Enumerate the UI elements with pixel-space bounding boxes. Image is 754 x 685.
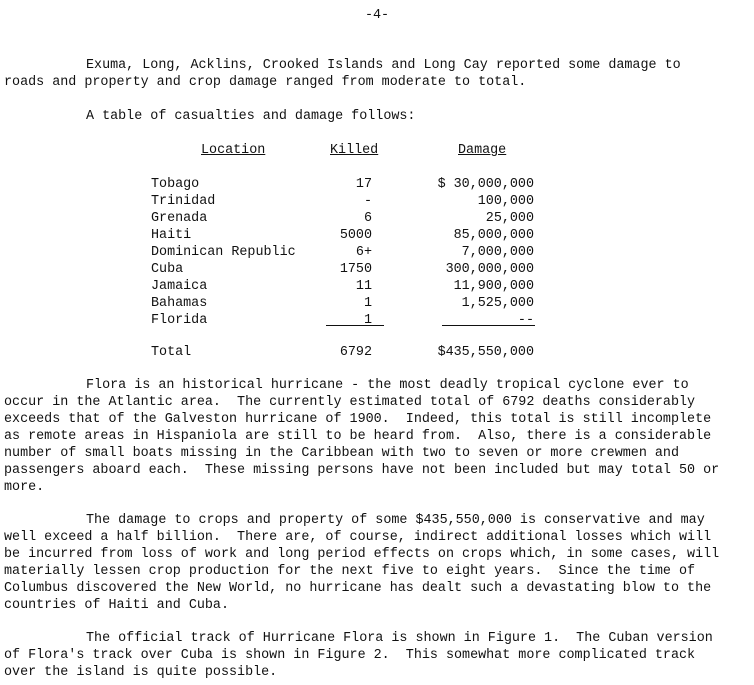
paragraph-line: over the island is quite possible. xyxy=(4,665,278,680)
row-damage: 7,000,000 xyxy=(461,245,534,260)
row-killed: 17 xyxy=(355,177,372,192)
table-row xyxy=(0,194,754,211)
paragraph-line: exceeds that of the Galveston hurricane of 1900. Indeed, this total is still incomplete xyxy=(4,412,712,427)
total-label: Total xyxy=(151,345,192,360)
paragraph-line: The official track of Hurricane Flora is shown in Figure 1. The Cuban version xyxy=(86,631,713,646)
header-killed: Killed xyxy=(330,143,379,158)
row-location: Trinidad xyxy=(151,194,216,209)
page-number: -4- xyxy=(364,8,390,23)
row-damage: 85,000,000 xyxy=(453,228,534,243)
row-killed: 1750 xyxy=(339,262,372,277)
killed-sum-rule xyxy=(326,325,384,326)
row-killed: 6 xyxy=(363,211,372,226)
paragraph-line: The damage to crops and property of some $435,550,000 is conservative and may xyxy=(86,513,705,528)
header-location: Location xyxy=(201,143,266,158)
table-total-row xyxy=(0,345,754,362)
paragraph-line: number of small boats missing in the Caribbean with two to seven or more crewmen and xyxy=(4,446,679,461)
total-killed: 6792 xyxy=(339,345,372,360)
table-intro: A table of casualties and damage follows: xyxy=(86,109,416,124)
paragraph-line: be incurred from loss of work and long period effects on crops which, in some cases, will xyxy=(4,547,720,562)
table-row xyxy=(0,296,754,313)
row-damage: $ 30,000,000 xyxy=(437,177,534,192)
row-killed: - xyxy=(363,194,372,209)
table-row xyxy=(0,262,754,279)
row-location: Grenada xyxy=(151,211,208,226)
intro-line: Exuma, Long, Acklins, Crooked Islands and Long Cay reported some damage to xyxy=(86,58,681,73)
paragraph-line: well exceed a half billion. There are, of course, indirect additional losses which will xyxy=(4,530,712,545)
total-damage: $435,550,000 xyxy=(437,345,534,360)
intro-line: roads and property and crop damage ranged from moderate to total. xyxy=(4,75,527,90)
row-location: Tobago xyxy=(151,177,200,192)
paragraph-line: as remote areas in Hispaniola are still to be heard from. Also, there is a considerable xyxy=(4,429,712,444)
row-location: Florida xyxy=(151,313,208,328)
row-killed: 1 xyxy=(363,296,372,311)
row-location: Bahamas xyxy=(151,296,208,311)
row-damage: 1,525,000 xyxy=(461,296,534,311)
table-row xyxy=(0,177,754,194)
table-row xyxy=(0,279,754,296)
paragraph-line: of Flora's track over Cuba is shown in Figure 2. This somewhat more complicated track xyxy=(4,648,696,663)
paragraph-line: more. xyxy=(4,480,45,495)
paragraph-line: passengers aboard each. These missing persons have not been included but may total 50 or xyxy=(4,463,720,478)
paragraph-line: occur in the Atlantic area. The currently estimated total of 6792 deaths considerably xyxy=(4,395,696,410)
row-location: Haiti xyxy=(151,228,192,243)
paragraph-line: materially lessen crop production for the next five to eight years. Since the time of xyxy=(4,564,696,579)
paragraph-line: Flora is an historical hurricane - the most deadly tropical cyclone ever to xyxy=(86,378,689,393)
table-row xyxy=(0,228,754,245)
row-killed: 5000 xyxy=(339,228,372,243)
table-row xyxy=(0,245,754,262)
table-row xyxy=(0,313,754,330)
header-damage: Damage xyxy=(458,143,507,158)
damage-sum-rule xyxy=(442,325,535,326)
row-killed: 6+ xyxy=(355,245,372,260)
row-location: Cuba xyxy=(151,262,184,277)
row-location: Dominican Republic xyxy=(151,245,296,260)
row-damage: 25,000 xyxy=(485,211,534,226)
table-row xyxy=(0,211,754,228)
row-damage: -- xyxy=(517,313,534,328)
row-damage: 11,900,000 xyxy=(453,279,534,294)
row-damage: 100,000 xyxy=(477,194,534,209)
row-location: Jamaica xyxy=(151,279,208,294)
row-killed: 1 xyxy=(363,313,372,328)
paragraph-line: countries of Haiti and Cuba. xyxy=(4,598,229,613)
paragraph-line: Columbus discovered the New World, no hurricane has dealt such a devastating blow to the xyxy=(4,581,712,596)
row-killed: 11 xyxy=(355,279,372,294)
row-damage: 300,000,000 xyxy=(445,262,534,277)
